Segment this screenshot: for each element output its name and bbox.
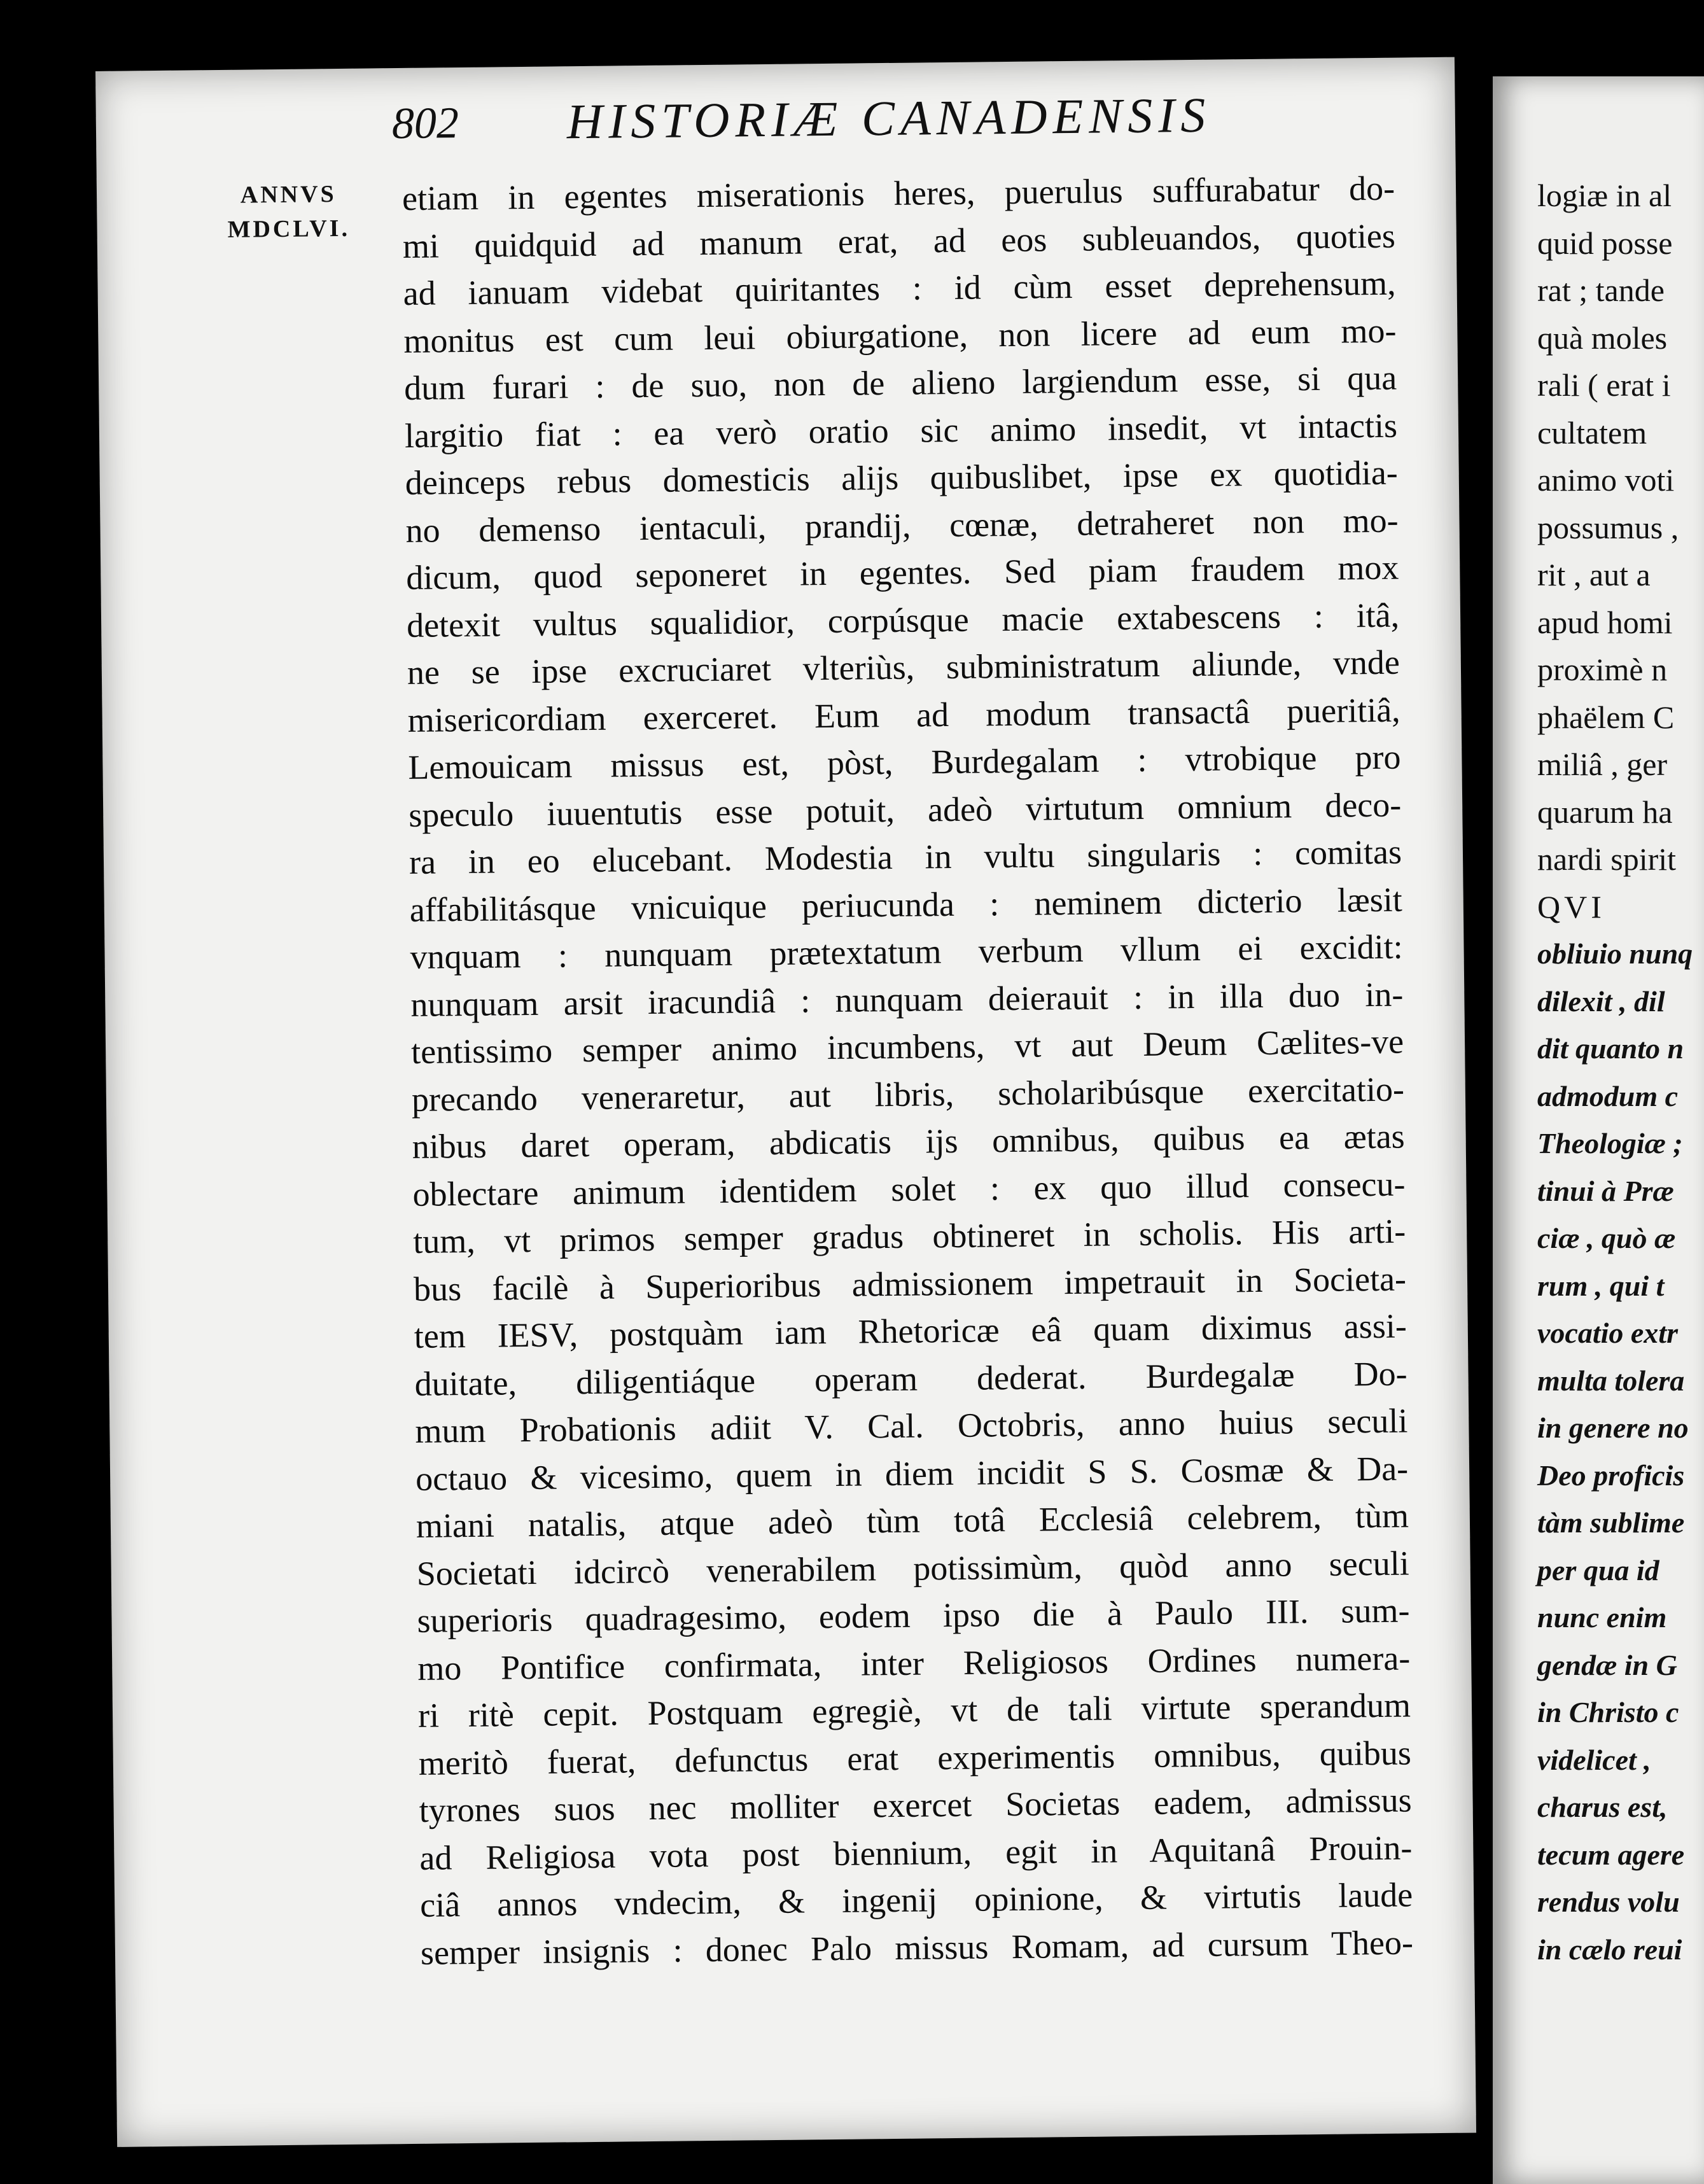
text-line: deinceps rebus domesticis alijs quibuslibet, ipse ex quotidia- <box>405 453 1399 502</box>
text-line: Lemouicam missus est, pòst, Burdegalam : vtrobique pro <box>408 738 1401 787</box>
text-line: dicum, quod seponeret in egentes. Sed piam fraudem mox <box>406 548 1399 597</box>
text-line: misericordiam exerceret. Eum ad modum transactâ pueritiâ, <box>407 690 1400 739</box>
facing-text-line: videlicet , <box>1537 1743 1651 1776</box>
text-line: affabilitásque vnicuique periucunda : neminem dicterio læsit <box>409 880 1403 929</box>
margin-year-note <box>227 177 350 247</box>
facing-text-line: ciæ , quò æ <box>1537 1222 1676 1254</box>
text-line: vnquam : nunquam prætextatum verbum vllum ei excidit: <box>410 927 1403 976</box>
facing-text-line: tecum agere <box>1537 1838 1685 1871</box>
facing-text-line: in Christo c <box>1537 1696 1679 1728</box>
margin-year-line1: ANNVS <box>240 181 337 209</box>
text-line: ri ritè cepit. Postquam egregiè, vt de tali virtute sperandum <box>417 1686 1411 1735</box>
text-line: tum, vt primos semper gradus obtineret in scholis. His arti- <box>412 1212 1406 1261</box>
facing-text-line: miliâ , ger <box>1537 746 1668 782</box>
facing-text-line: quarum ha <box>1537 794 1673 830</box>
text-line: ciâ annos vndecim, & ingenij opinione, & virtutis laude <box>419 1875 1413 1924</box>
facing-text-line: cultatem <box>1537 414 1647 451</box>
text-line: Societati idcircò venerabilem potissimùm, quòd anno seculi <box>416 1544 1409 1593</box>
running-title: HISTORIÆ CANADENSIS <box>566 87 1212 150</box>
facing-text-line: obliuio nunq <box>1537 937 1693 970</box>
facing-text-line: tinui à Præ <box>1537 1174 1674 1207</box>
text-line: miani natalis, atque adeò tùm totâ Ecclesiâ celebrem, tùm <box>416 1496 1409 1545</box>
text-line: superioris quadragesimo, eodem ipso die à Paulo III. sum- <box>417 1591 1410 1640</box>
text-line: oblectare animum identidem solet : ex quo illud consecu- <box>412 1165 1406 1214</box>
text-line: tyrones suos nec molliter exercet Societas eadem, admissus <box>419 1781 1412 1830</box>
text-line: semper insignis : donec Palo missus Romam, ad cursum Theo- <box>420 1922 1414 1972</box>
text-line: largitio fiat : ea verò oratio sic animo insedit, vt intactis <box>404 406 1398 455</box>
text-line: precando veneraretur, aut libris, scholaribúsque exercitatio- <box>411 1070 1405 1119</box>
facing-text-line: per qua id <box>1537 1553 1659 1586</box>
facing-page-text <box>1537 172 1693 1973</box>
facing-text-line: vocatio extr <box>1537 1317 1678 1349</box>
facing-page-fragment <box>1493 76 1704 2184</box>
text-line: monitus est cum leui obiurgatione, non licere ad eum mo- <box>403 311 1397 360</box>
text-line: mi quidquid ad manum erat, ad eos subleuandos, quoties <box>402 216 1396 265</box>
text-line: mum Probationis adiit V. Cal. Octobris, anno huius seculi <box>415 1401 1408 1450</box>
facing-text-line: phaëlem C <box>1537 699 1675 735</box>
margin-year-line2: MDCLVI. <box>227 214 351 243</box>
text-line: ra in eo elucebant. Modestia in vultu singularis : comitas <box>409 832 1402 881</box>
facing-text-line: quid posse <box>1537 225 1673 261</box>
facing-text-line: admodum c <box>1537 1079 1679 1112</box>
facing-text-line: multa tolera <box>1537 1364 1685 1397</box>
facing-text-line: rum , qui t <box>1537 1269 1665 1302</box>
text-line: bus facilè à Superioribus admissionem impetrauit in Societa- <box>413 1259 1407 1308</box>
text-line: speculo iuuentutis esse potuit, adeò virtutum omnium deco- <box>408 785 1402 834</box>
page-number: 802 <box>391 99 459 149</box>
text-line: nunquam arsit iracundiâ : nunquam deierauit : in illa duo in- <box>410 975 1404 1024</box>
facing-text-line: rat ; tande <box>1537 272 1665 308</box>
facing-text-line: rendus volu <box>1537 1886 1680 1918</box>
book-page <box>95 57 1476 2147</box>
facing-text-line: nardi spirit <box>1537 841 1677 877</box>
text-line: ad ianuam videbat quiritantes : id cùm esset deprehensum, <box>403 263 1396 312</box>
text-line: tem IESV, postquàm iam Rhetoricæ eâ quam diximus assi- <box>414 1306 1407 1355</box>
facing-text-line: animo voti <box>1537 462 1675 498</box>
facing-text-line: in genere no <box>1537 1411 1689 1444</box>
facing-text-line: possumus , <box>1537 509 1679 545</box>
facing-text-line: gendæ in G <box>1537 1648 1677 1681</box>
facing-text-line: logiæ in al <box>1537 178 1672 213</box>
facing-text-line: Deo proficis <box>1537 1459 1685 1492</box>
facing-text-line: quà moles <box>1537 319 1668 356</box>
text-line: ne se ipse excruciaret vlteriùs, subministratum aliunde, vnde <box>407 643 1400 692</box>
facing-text-line: dilexit , dil <box>1537 984 1665 1018</box>
text-line: meritò fuerat, defunctus erat experimentis omnibus, quibus <box>418 1733 1412 1782</box>
speck-mark <box>1092 33 1100 41</box>
facing-text-line: Theologiæ ; <box>1537 1127 1683 1159</box>
text-line: ad Religiosa vota post biennium, egit in Aquitanâ Prouin- <box>419 1828 1413 1877</box>
facing-text-line: apud homi <box>1537 604 1673 640</box>
facing-text-line: QVI <box>1537 888 1605 925</box>
facing-text-line: proximè n <box>1537 652 1668 687</box>
text-line: tentissimo semper animo incumbens, vt aut Deum Cælites-ve <box>410 1022 1404 1071</box>
text-line: etiam in egentes miserationis heres, puerulus suffurabatur do- <box>402 169 1395 218</box>
facing-text-line: rali ( erat i <box>1537 367 1671 403</box>
text-line: dum furari : de suo, non de alieno largiendum esse, si qua <box>403 358 1397 407</box>
facing-text-line: nunc enim <box>1537 1601 1667 1634</box>
text-line: nibus daret operam, abdicatis ijs omnibus, quibus ea ætas <box>412 1117 1405 1166</box>
facing-text-line: dit quanto n <box>1537 1032 1684 1065</box>
text-line: octauo & vicesimo, quem in diem incidit S S. Cosmæ & Da- <box>415 1449 1409 1498</box>
facing-text-line: tàm sublime <box>1537 1506 1685 1539</box>
text-line: mo Pontifice confirmata, inter Religiosos Ordines numera- <box>417 1639 1411 1688</box>
facing-text-line: charus est, <box>1537 1791 1668 1823</box>
text-line: duitate, diligentiáque operam dederat. Burdegalæ Do- <box>414 1354 1407 1403</box>
facing-text-line: in cælo reui <box>1537 1933 1682 1966</box>
facing-text-line: rit , aut a <box>1537 557 1651 592</box>
text-line: detexit vultus squalidior, corpúsque macie extabescens : itâ, <box>406 596 1400 645</box>
body-text <box>402 165 1414 1977</box>
text-line: no demenso ientaculi, prandij, cœnæ, detraheret non mo- <box>405 501 1399 550</box>
